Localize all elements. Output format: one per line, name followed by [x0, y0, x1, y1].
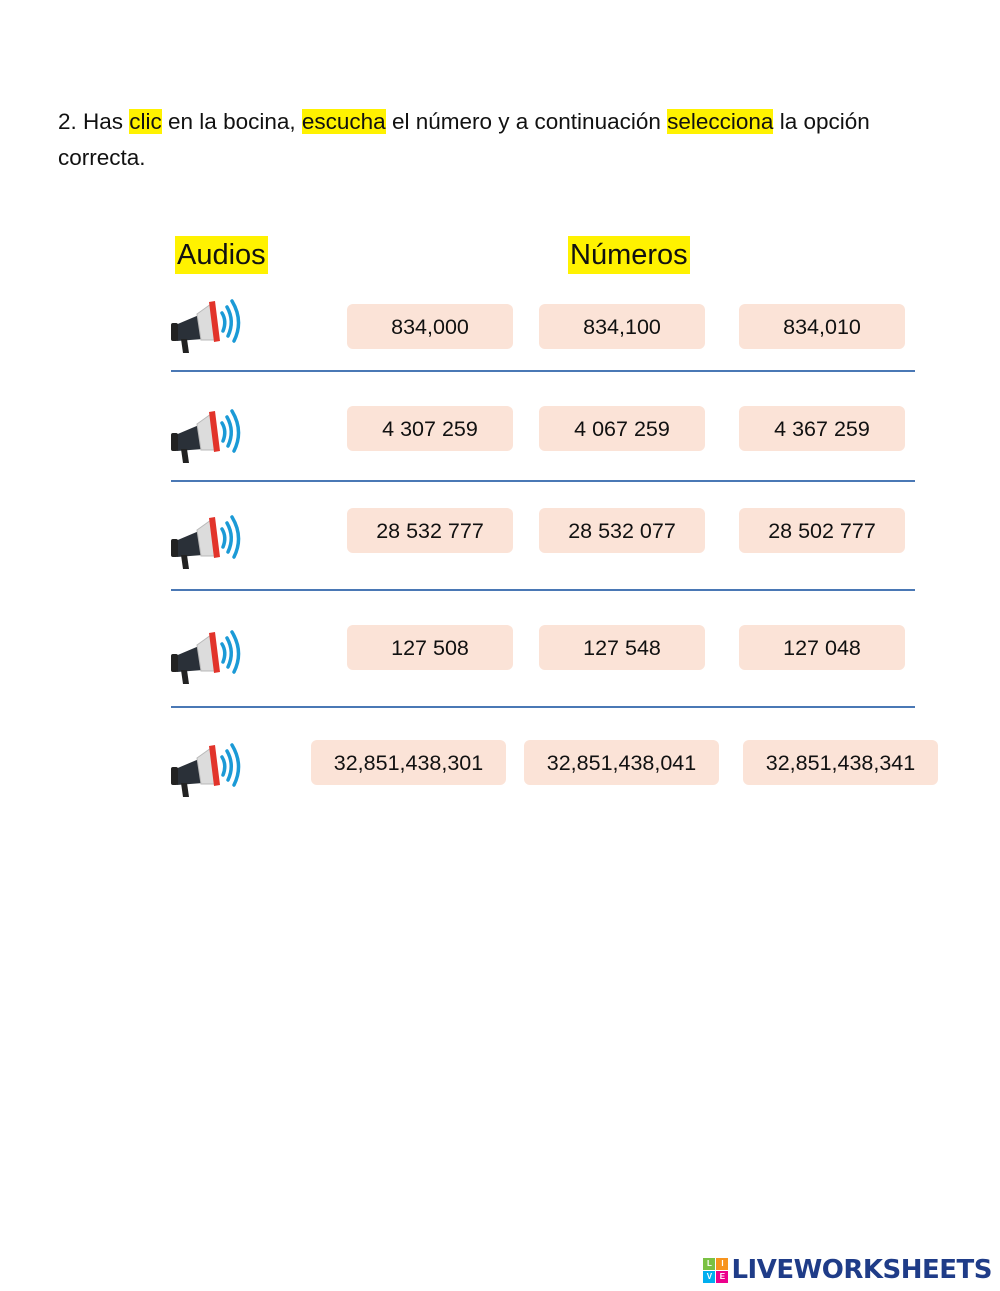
megaphone-icon [167, 293, 243, 357]
option-4-1[interactable]: 127 508 [347, 625, 513, 670]
logo-letter: V [703, 1271, 715, 1283]
option-5-3[interactable]: 32,851,438,341 [743, 740, 938, 785]
option-5-2[interactable]: 32,851,438,041 [524, 740, 719, 785]
row-divider [171, 706, 915, 708]
audio-button-4[interactable] [167, 624, 243, 688]
megaphone-icon [167, 737, 243, 801]
option-1-3[interactable]: 834,010 [739, 304, 905, 349]
row-divider [171, 589, 915, 591]
option-3-2[interactable]: 28 532 077 [539, 508, 705, 553]
option-1-1[interactable]: 834,000 [347, 304, 513, 349]
option-4-2[interactable]: 127 548 [539, 625, 705, 670]
instruction-part: 2. Has [58, 109, 130, 134]
megaphone-icon [167, 624, 243, 688]
option-3-1[interactable]: 28 532 777 [347, 508, 513, 553]
option-3-3[interactable]: 28 502 777 [739, 508, 905, 553]
instruction-part: en la bocina, [161, 109, 302, 134]
option-2-1[interactable]: 4 307 259 [347, 406, 513, 451]
logo-letter: I [716, 1258, 728, 1270]
instruction-text [58, 104, 938, 176]
brand-name: LIVEWORKSHEETS [731, 1255, 992, 1285]
audio-button-1[interactable] [167, 293, 243, 357]
option-2-3[interactable]: 4 367 259 [739, 406, 905, 451]
row-divider [171, 480, 915, 482]
option-2-2[interactable]: 4 067 259 [539, 406, 705, 451]
liveworksheets-logo [703, 1254, 992, 1286]
audios-header: Audios [175, 236, 268, 274]
instruction-part: el número y a continuación [385, 109, 668, 134]
row-divider [171, 370, 915, 372]
highlight-clic: clic [129, 109, 162, 134]
option-1-2[interactable]: 834,100 [539, 304, 705, 349]
highlight-escucha: escucha [301, 109, 386, 134]
option-4-3[interactable]: 127 048 [739, 625, 905, 670]
logo-letter: E [716, 1271, 728, 1283]
audio-button-2[interactable] [167, 403, 243, 467]
highlight-selecciona: selecciona [667, 109, 774, 134]
megaphone-icon [167, 509, 243, 573]
logo-letter: L [703, 1258, 715, 1270]
instruction-part: la opción correcta. [58, 109, 870, 170]
megaphone-icon [167, 403, 243, 467]
audio-button-3[interactable] [167, 509, 243, 573]
logo-mark [703, 1258, 728, 1283]
numeros-header: Números [568, 236, 690, 274]
option-5-1[interactable]: 32,851,438,301 [311, 740, 506, 785]
audio-button-5[interactable] [167, 737, 243, 801]
